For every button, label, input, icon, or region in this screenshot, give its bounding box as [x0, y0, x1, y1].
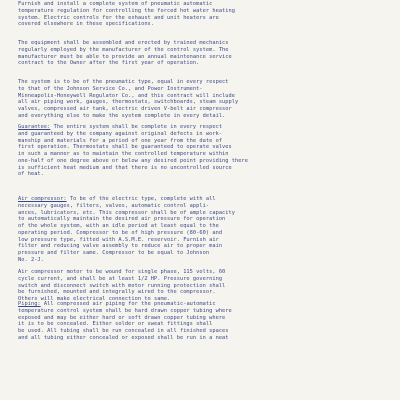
heading-line-text: The entire system shall be complete in every respect — [50, 124, 223, 130]
paragraph-guarantee — [18, 124, 390, 178]
section-heading: Air compressor: — [18, 196, 67, 202]
text-line: Others will make electrical connection to same. — [18, 296, 171, 302]
text-line: it is to be concealed. Either solder or sweat fittings shall — [18, 321, 213, 328]
text-line: Minneapolis-Honeywell Regulator Co., and this contract will include — [18, 92, 236, 99]
paragraph-scope — [18, 1, 390, 28]
text-line: cycle current, and shall be at least 1/2 HP. Pressure governing — [18, 275, 223, 282]
section-heading: Guarantee: — [18, 124, 51, 130]
text-line: first operation. Thermostats shall be guaranteed to operate valves — [18, 144, 232, 151]
text-line: valves, compressed air tank, electric driven V-belt air compressor — [18, 106, 232, 112]
text-line: manufacturer must be able to provide an annual maintenance service — [18, 53, 232, 60]
heading-line-text: To be of the electric type, complete with all — [66, 196, 216, 202]
text-line: temperature control system shall be hard drawn copper tubing where — [18, 307, 232, 314]
text-line: temperature regulation for controlling the forced hot water heating — [18, 7, 236, 14]
text-line: and guaranteed by the company against original defects in work- — [18, 130, 223, 137]
text-line: necessary gauges, filters, valves, automatic control appli- — [18, 202, 210, 209]
text-line: The equipment shall be assembled and erected by trained mechanics — [18, 40, 229, 46]
text-line: and all tubing either concealed or exposed shall be run in a neat — [18, 334, 229, 341]
text-line: Furnish and install a complete system of pneumatic automatic — [18, 1, 213, 7]
text-line: manship and materials for a period of one year from the date of — [18, 137, 223, 144]
text-line: low pressure type, fitted with A.S.M.E. reservoir. Furnish air — [18, 236, 219, 243]
text-line: pressure and filter same. Compressor to be equal to Johnson — [18, 250, 210, 256]
text-line: ances, lubricators, etc. This compressor shall be of ample capacity — [18, 209, 236, 216]
text-line: Air compressor motor to be wound for single phase, 115 volts, 60 — [18, 269, 226, 275]
text-line — [18, 301, 390, 308]
text-line — [18, 196, 390, 203]
paragraph-compressor-motor — [18, 269, 390, 303]
paragraph-piping — [18, 301, 390, 342]
text-line: operating period. Compressor to be of high pressure (80-60) and — [18, 229, 223, 236]
text-line: regularly employed by the manufacturer of the control system. The — [18, 46, 229, 53]
paragraph-system-type — [18, 79, 390, 120]
text-line — [18, 124, 390, 131]
text-line: and everything else to make the system complete in every detail. — [18, 112, 226, 119]
paragraph-installation — [18, 40, 390, 67]
text-line: switch and disconnect switch with motor running protection shall — [18, 282, 226, 289]
text-line: contract to the Owner after the first year of operation. — [18, 60, 200, 67]
text-line: No. 2-J. — [18, 256, 44, 263]
section-heading: Piping: — [18, 301, 41, 307]
text-line: to automatically maintain the desired air pressure for operation — [18, 216, 226, 223]
text-line: system. Electric controls for the exhaust and unit heaters are — [18, 14, 219, 21]
text-line: The system is to be of the pneumatic type, equal in every respect — [18, 79, 229, 85]
text-line: covered elsewhere in these specifications. — [18, 21, 155, 28]
text-line: is sufficient heat medium and that there is no uncontrolled source — [18, 164, 232, 171]
text-line: to that of the Johnson Service Co., and Power Instrument- — [18, 85, 203, 92]
text-line: be used. All tubing shall be run concealed in all finished spaces — [18, 328, 229, 334]
paragraph-air-compressor — [18, 196, 390, 264]
text-line: be furnished, mounted and integrally wired to the compressor. — [18, 289, 216, 296]
text-line: exposed and may be either hard or soft drawn copper tubing where — [18, 314, 226, 321]
text-line: filter and reducing valve assembly to reduce air to proper main — [18, 243, 223, 250]
heading-line-text: All compressed air piping for the pneumatic-automatic — [40, 301, 216, 307]
text-line: in such a manner as to maintain the controlled temperature within — [18, 151, 229, 157]
text-line: of heat. — [18, 171, 44, 178]
text-line: one-half of one degree above or below any desired point providing there — [18, 157, 248, 164]
text-line: all air piping work, gauges, thermostats, switchboards, steam supply — [18, 99, 239, 106]
text-line: of the whole system, with an idle period at least equal to the — [18, 223, 219, 229]
